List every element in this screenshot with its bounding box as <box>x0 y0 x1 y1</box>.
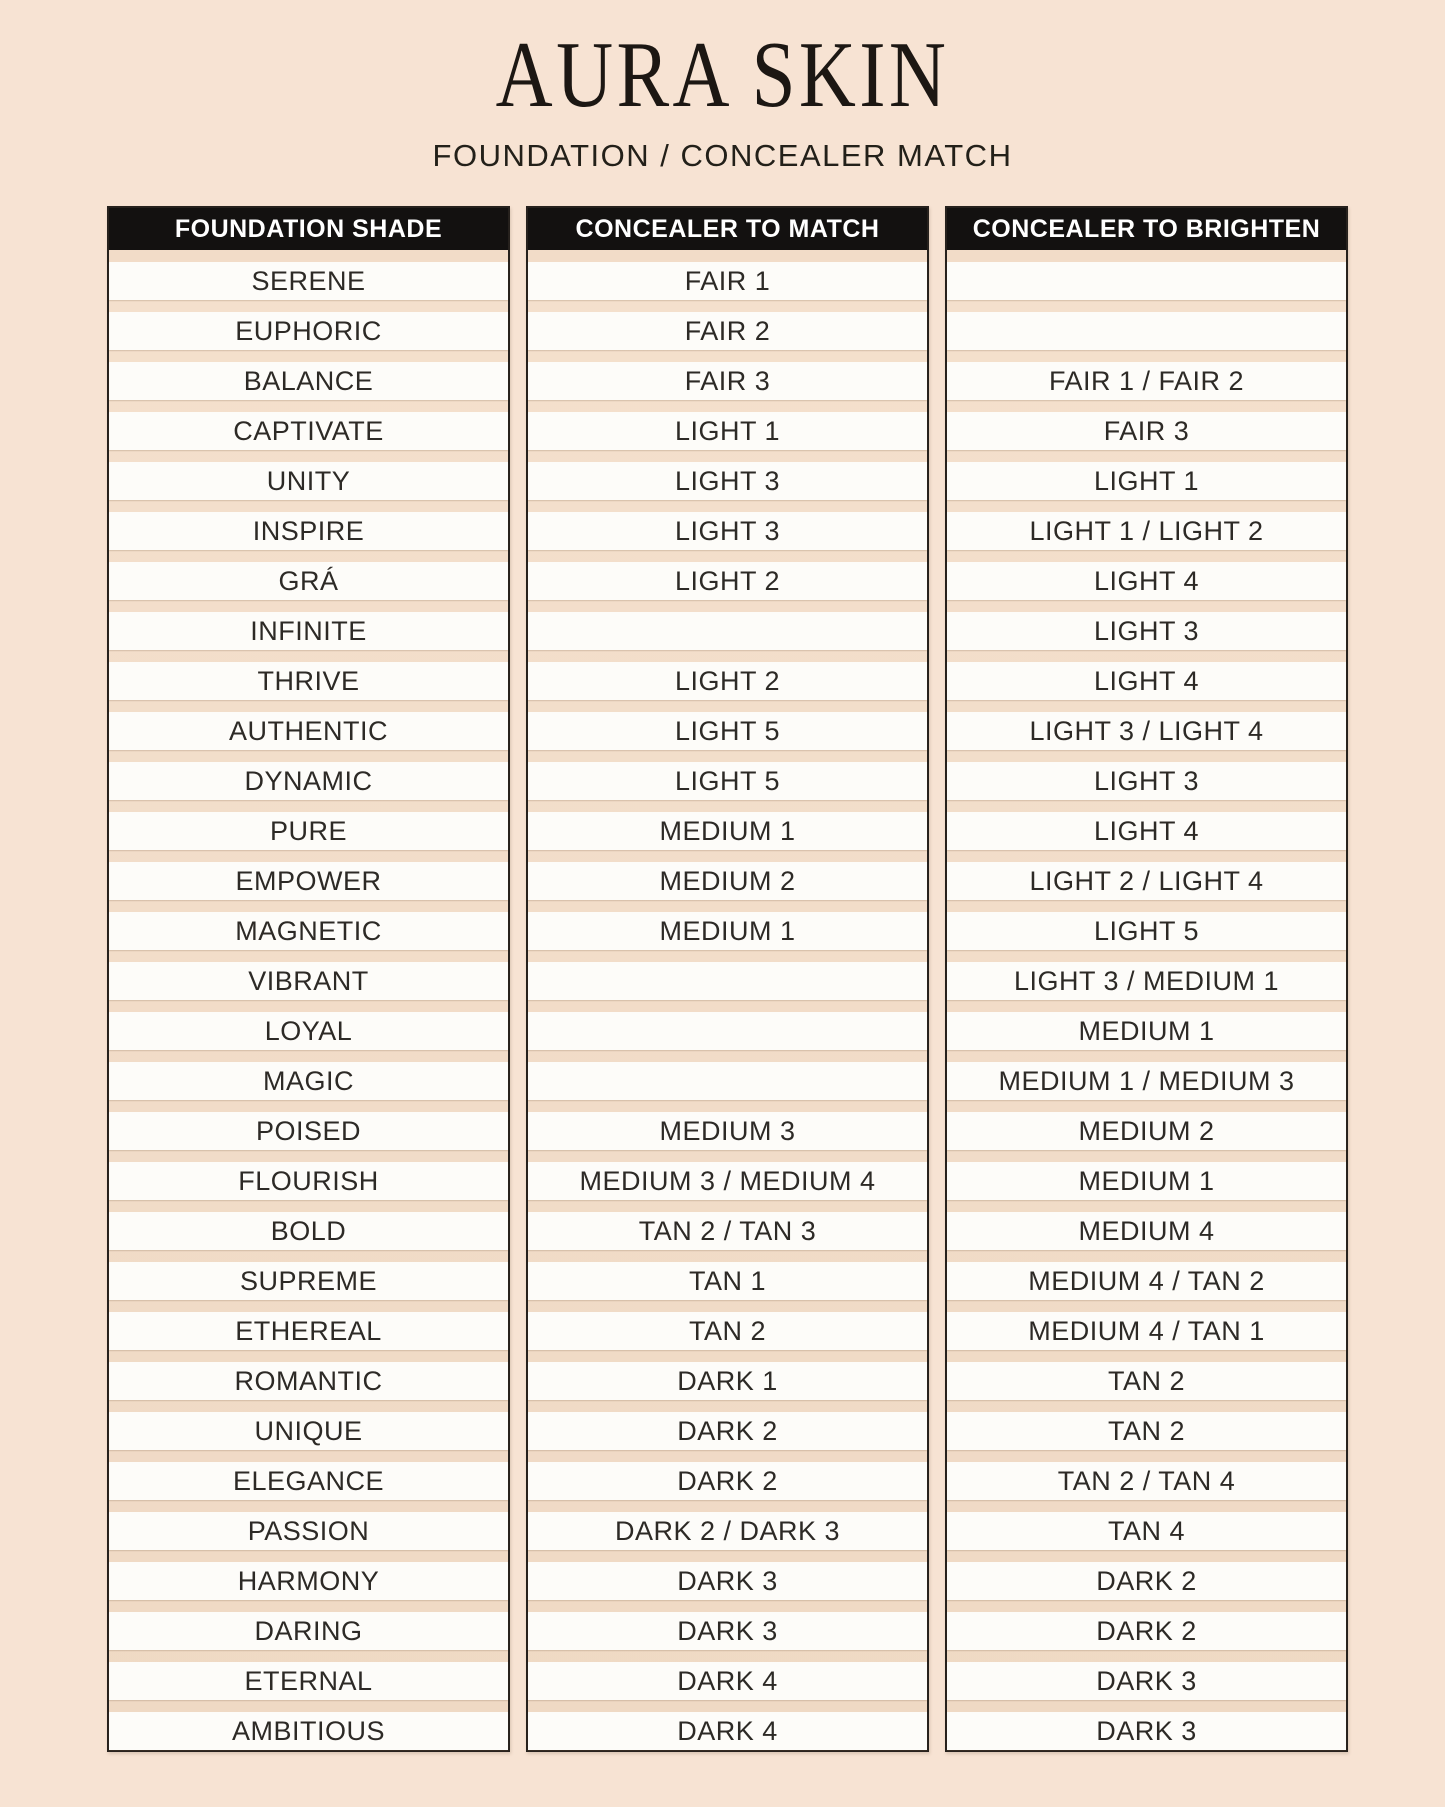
table-cell: MEDIUM 1 <box>528 912 927 950</box>
table-cell: POISED <box>109 1112 508 1150</box>
table-cell: FAIR 3 <box>947 412 1346 450</box>
table-cell: MEDIUM 2 <box>947 1112 1346 1150</box>
table-cell: LIGHT 4 <box>947 562 1346 600</box>
shade-match-table <box>0 206 1445 1752</box>
table-cell: ETERNAL <box>109 1662 508 1700</box>
page-subtitle: FOUNDATION / CONCEALER MATCH <box>432 138 1013 173</box>
table-cell: THRIVE <box>109 662 508 700</box>
table-cell: EMPOWER <box>109 862 508 900</box>
column-body-concealer-to-match <box>528 262 927 1750</box>
table-cell: LIGHT 2 <box>528 662 927 700</box>
table-cell: LIGHT 1 / LIGHT 2 <box>947 512 1346 550</box>
table-cell: ELEGANCE <box>109 1462 508 1500</box>
table-cell: DYNAMIC <box>109 762 508 800</box>
table-cell: DARK 3 <box>947 1712 1346 1750</box>
table-cell: PURE <box>109 812 508 850</box>
table-cell: ROMANTIC <box>109 1362 508 1400</box>
table-cell: TAN 2 <box>947 1412 1346 1450</box>
table-cell: LIGHT 3 <box>528 462 927 500</box>
table-cell: UNITY <box>109 462 508 500</box>
column-concealer-to-match <box>526 206 929 1752</box>
table-cell: MEDIUM 1 <box>528 812 927 850</box>
table-cell-empty <box>528 612 927 650</box>
table-cell: LIGHT 1 <box>528 412 927 450</box>
table-cell: MEDIUM 4 / TAN 2 <box>947 1262 1346 1300</box>
table-cell: MAGNETIC <box>109 912 508 950</box>
table-cell-empty <box>528 1012 927 1050</box>
table-cell: MEDIUM 1 / MEDIUM 3 <box>947 1062 1346 1100</box>
table-cell: LOYAL <box>109 1012 508 1050</box>
column-foundation-shade <box>107 206 510 1752</box>
table-cell-empty <box>947 312 1346 350</box>
table-cell: DARING <box>109 1612 508 1650</box>
table-cell: DARK 1 <box>528 1362 927 1400</box>
table-cell: AUTHENTIC <box>109 712 508 750</box>
table-cell: LIGHT 3 <box>947 612 1346 650</box>
table-cell: TAN 2 / TAN 3 <box>528 1212 927 1250</box>
table-cell: FAIR 3 <box>528 362 927 400</box>
table-cell: TAN 4 <box>947 1512 1346 1550</box>
table-cell: LIGHT 3 / MEDIUM 1 <box>947 962 1346 1000</box>
table-cell: HARMONY <box>109 1562 508 1600</box>
table-cell: SUPREME <box>109 1262 508 1300</box>
table-cell: MEDIUM 2 <box>528 862 927 900</box>
column-header-foundation-shade: FOUNDATION SHADE <box>109 208 508 250</box>
table-cell: LIGHT 3 / LIGHT 4 <box>947 712 1346 750</box>
table-cell: DARK 3 <box>528 1562 927 1600</box>
table-cell-empty <box>528 962 927 1000</box>
table-cell: MEDIUM 3 / MEDIUM 4 <box>528 1162 927 1200</box>
table-cell: LIGHT 2 / LIGHT 4 <box>947 862 1346 900</box>
table-cell: DARK 4 <box>528 1712 927 1750</box>
table-cell: LIGHT 1 <box>947 462 1346 500</box>
column-header-concealer-to-brighten: CONCEALER TO BRIGHTEN <box>947 208 1346 250</box>
table-cell: DARK 3 <box>528 1612 927 1650</box>
table-cell: LIGHT 5 <box>528 712 927 750</box>
table-cell: MEDIUM 1 <box>947 1162 1346 1200</box>
table-cell: DARK 2 <box>947 1612 1346 1650</box>
page-title: AURA SKIN <box>495 23 950 127</box>
table-cell: DARK 2 / DARK 3 <box>528 1512 927 1550</box>
table-cell: TAN 2 / TAN 4 <box>947 1462 1346 1500</box>
table-cell: INSPIRE <box>109 512 508 550</box>
table-cell: BOLD <box>109 1212 508 1250</box>
table-cell: LIGHT 2 <box>528 562 927 600</box>
table-cell: BALANCE <box>109 362 508 400</box>
table-cell: VIBRANT <box>109 962 508 1000</box>
table-cell: ETHEREAL <box>109 1312 508 1350</box>
column-body-concealer-to-brighten <box>947 262 1346 1750</box>
table-cell: LIGHT 4 <box>947 662 1346 700</box>
table-cell: MEDIUM 4 <box>947 1212 1346 1250</box>
column-body-foundation-shade <box>109 262 508 1750</box>
table-cell: TAN 2 <box>947 1362 1346 1400</box>
table-cell: FAIR 1 <box>528 262 927 300</box>
table-cell: LIGHT 3 <box>528 512 927 550</box>
table-cell: INFINITE <box>109 612 508 650</box>
table-cell: MEDIUM 4 / TAN 1 <box>947 1312 1346 1350</box>
table-cell: LIGHT 5 <box>528 762 927 800</box>
table-cell: LIGHT 3 <box>947 762 1346 800</box>
table-cell: DARK 4 <box>528 1662 927 1700</box>
table-cell: DARK 2 <box>528 1462 927 1500</box>
table-cell: LIGHT 4 <box>947 812 1346 850</box>
table-cell-empty <box>947 262 1346 300</box>
table-cell: FAIR 2 <box>528 312 927 350</box>
table-cell: MEDIUM 1 <box>947 1012 1346 1050</box>
table-cell: UNIQUE <box>109 1412 508 1450</box>
table-cell: MEDIUM 3 <box>528 1112 927 1150</box>
table-cell: CAPTIVATE <box>109 412 508 450</box>
table-cell: LIGHT 5 <box>947 912 1346 950</box>
table-cell: MAGIC <box>109 1062 508 1100</box>
table-cell: FLOURISH <box>109 1162 508 1200</box>
table-cell-empty <box>528 1062 927 1100</box>
table-cell: FAIR 1 / FAIR 2 <box>947 362 1346 400</box>
table-cell: PASSION <box>109 1512 508 1550</box>
masthead <box>0 0 1445 174</box>
table-cell: EUPHORIC <box>109 312 508 350</box>
table-cell: DARK 2 <box>528 1412 927 1450</box>
column-concealer-to-brighten <box>945 206 1348 1752</box>
table-cell: AMBITIOUS <box>109 1712 508 1750</box>
table-cell: DARK 2 <box>947 1562 1346 1600</box>
table-cell: SERENE <box>109 262 508 300</box>
table-cell: TAN 1 <box>528 1262 927 1300</box>
table-cell: TAN 2 <box>528 1312 927 1350</box>
table-cell: DARK 3 <box>947 1662 1346 1700</box>
column-header-concealer-to-match: CONCEALER TO MATCH <box>528 208 927 250</box>
table-cell: GRÁ <box>109 562 508 600</box>
